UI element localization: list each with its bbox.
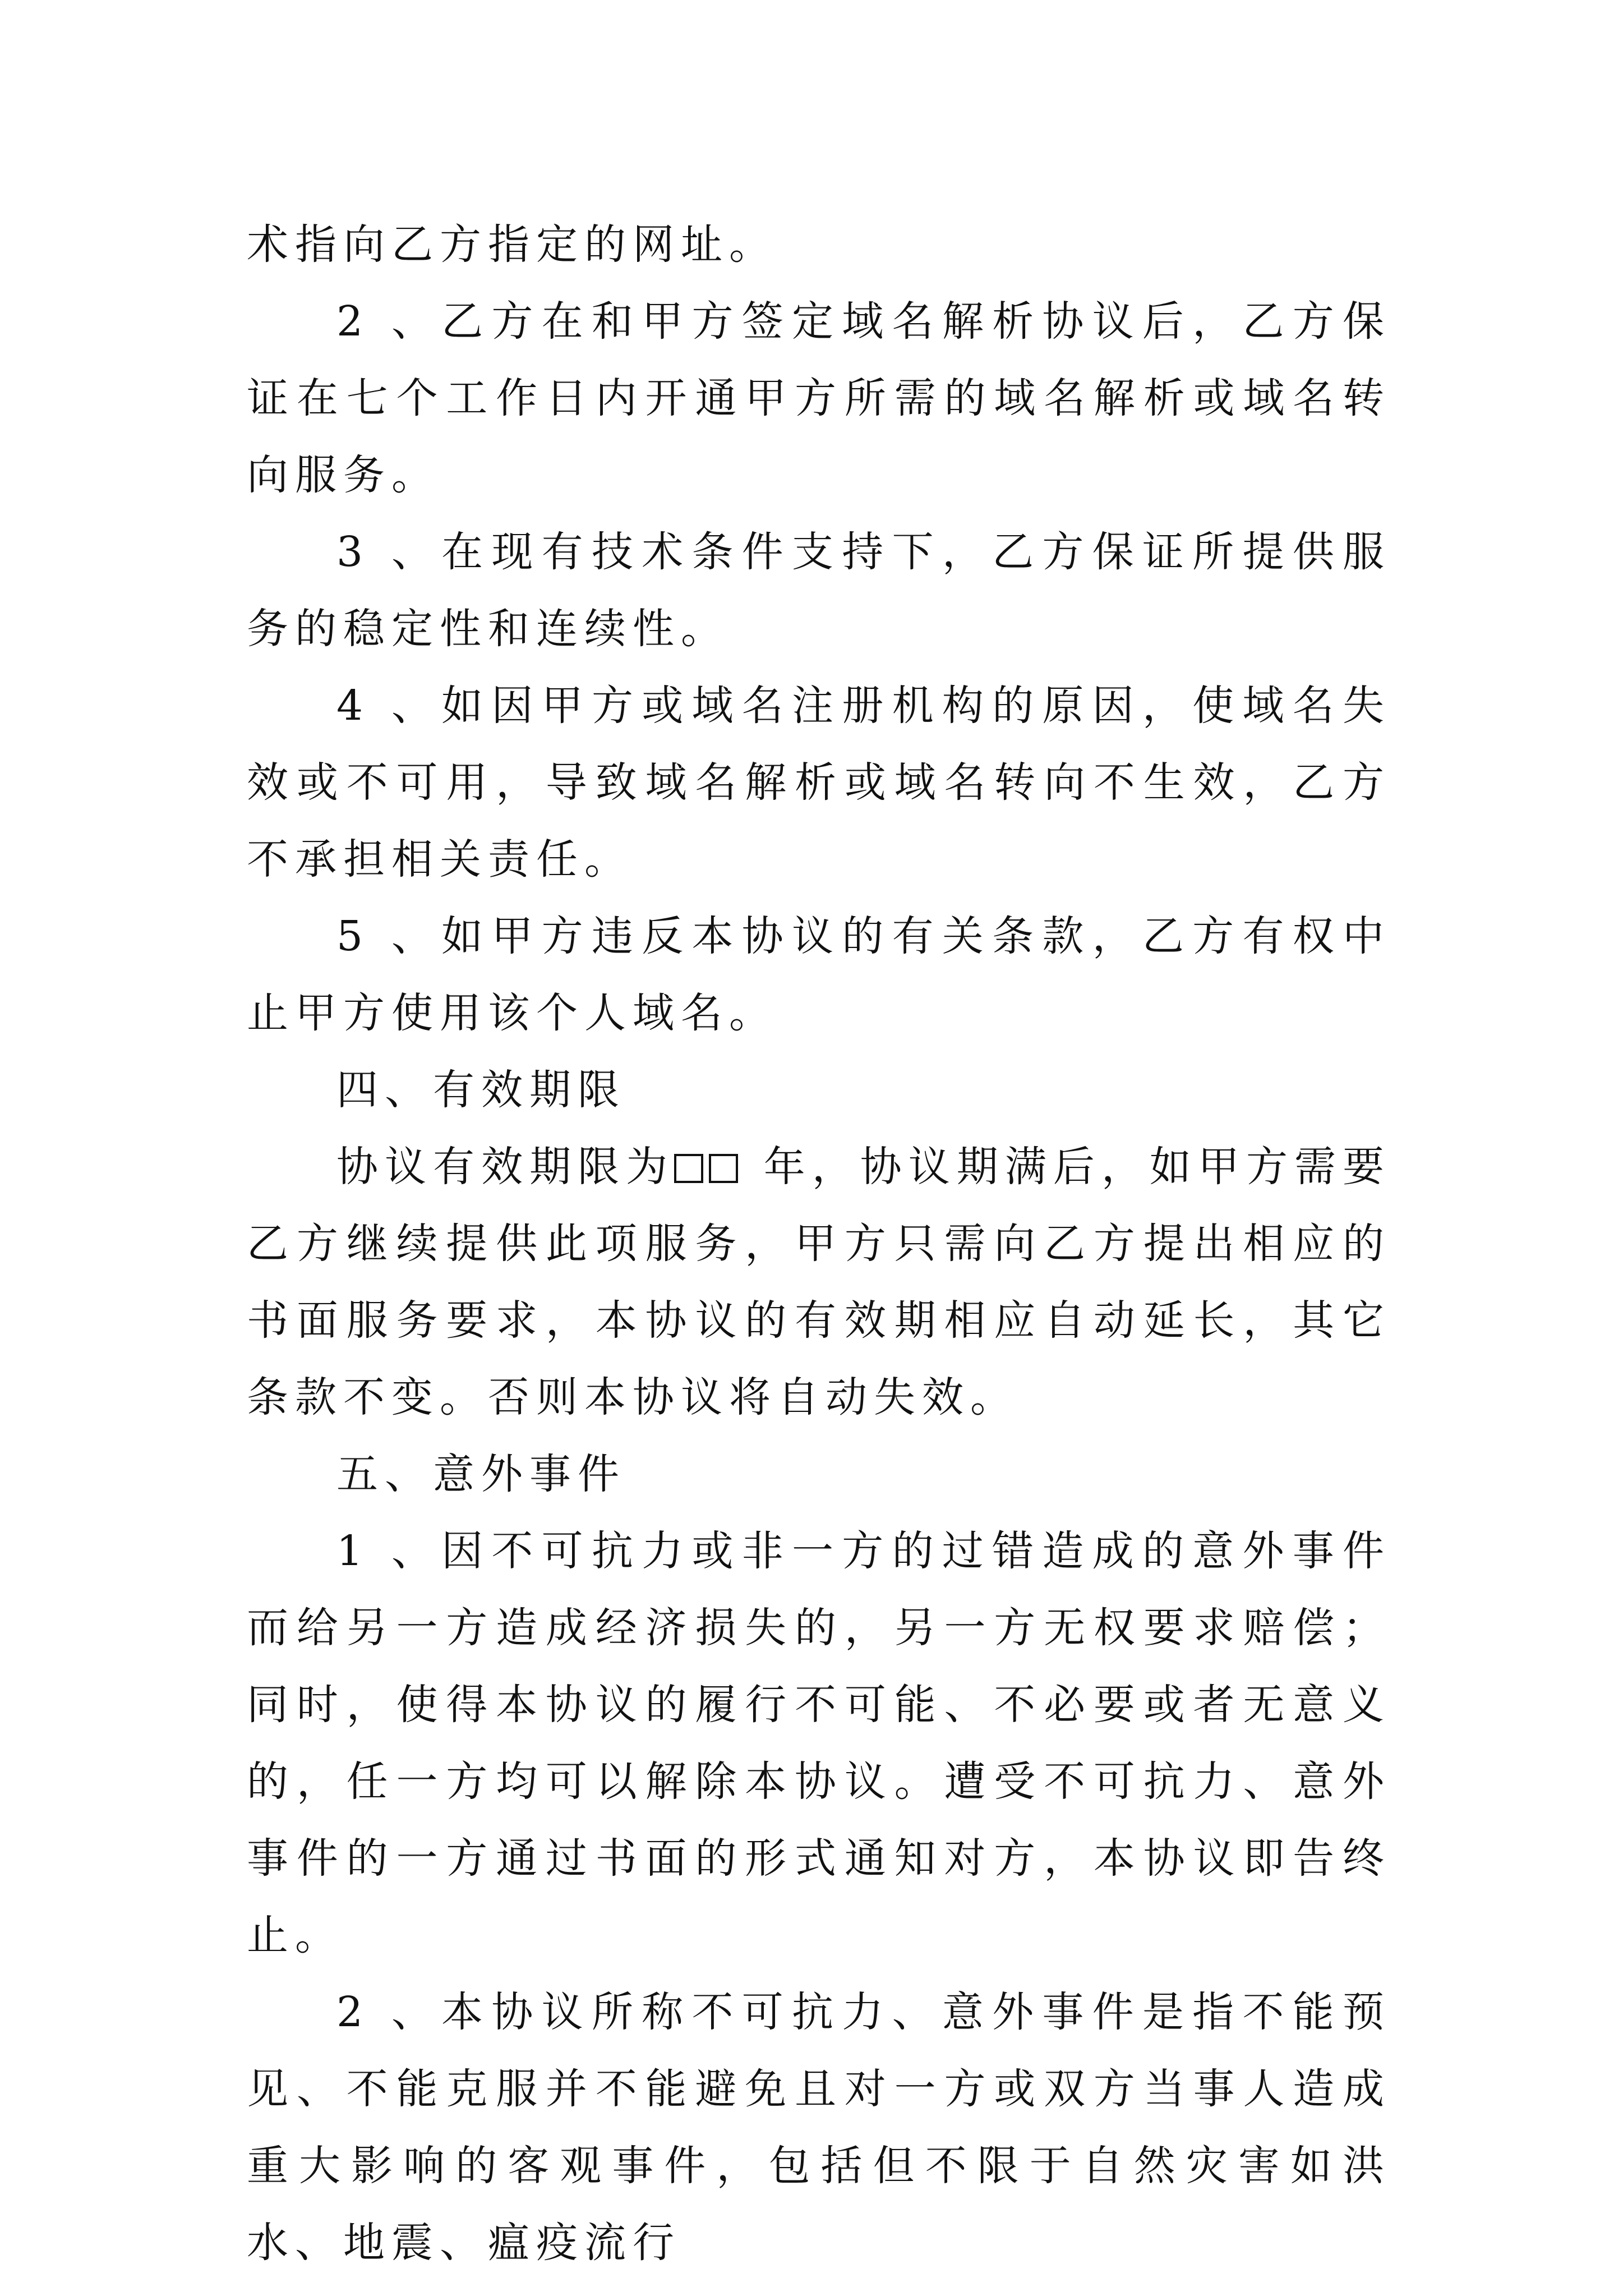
paragraph-clause-4: 4 、如因甲方或域名注册机构的原因，使域名失效或不可用，导致域名解析或域名转向不生效，乙方不承担相关责任。 [247, 682, 1391, 884]
paragraph-validity-term [247, 1129, 1391, 1436]
paragraph-clause-5: 5 、如甲方违反本协议的有关条款，乙方有权中止甲方使用该个人域名。 [247, 912, 1391, 1037]
blank-box-1 [674, 1154, 703, 1183]
section-heading-accidents: 五、意外事件 [336, 1450, 626, 1498]
paragraph-clause-2: 2 、乙方在和甲方签定域名解析协议后，乙方保证在七个工作日内开通甲方所需的域名解析或域名转向服务。 [247, 297, 1391, 499]
paragraph-accident-2: 2 、本协议所称不可抗力、意外事件是指不能预见、不能克服并不能避免且对一方或双方当事人造成重大影响的客观事件，包括但不限于自然灾害如洪水、地震、瘟疫流行 [247, 1988, 1391, 2267]
paragraph-clause-3: 3 、在现有技术条件支持下，乙方保证所提供服务的稳定性和连续性。 [247, 528, 1391, 653]
document-body [247, 206, 1391, 2281]
validity-text-before: 协议有效期限为 [336, 1143, 675, 1191]
blank-box-2 [709, 1154, 738, 1183]
paragraph-accident-1: 1 、因不可抗力或非一方的过错造成的意外事件而给另一方造成经济损失的，另一方无权要求赔偿；同时，使得本协议的履行不可能、不必要或者无意义的，任一方均可以解除本协议。遭受不可抗力、意外事件的一方通过书面的形式通知对方，本协议即告终止。 [247, 1527, 1391, 1959]
paragraph-continuation: 术指向乙方指定的网址。 [247, 220, 777, 269]
section-heading-validity: 四、有效期限 [336, 1066, 626, 1114]
validity-text-after: 年，协议期满后，如甲方需要乙方继续提供此项服务，甲方只需向乙方提出相应的书面服务要求，本协议的有效期相应自动延长，其它条款不变。否则本协议将自动失效。 [247, 1143, 1391, 1421]
